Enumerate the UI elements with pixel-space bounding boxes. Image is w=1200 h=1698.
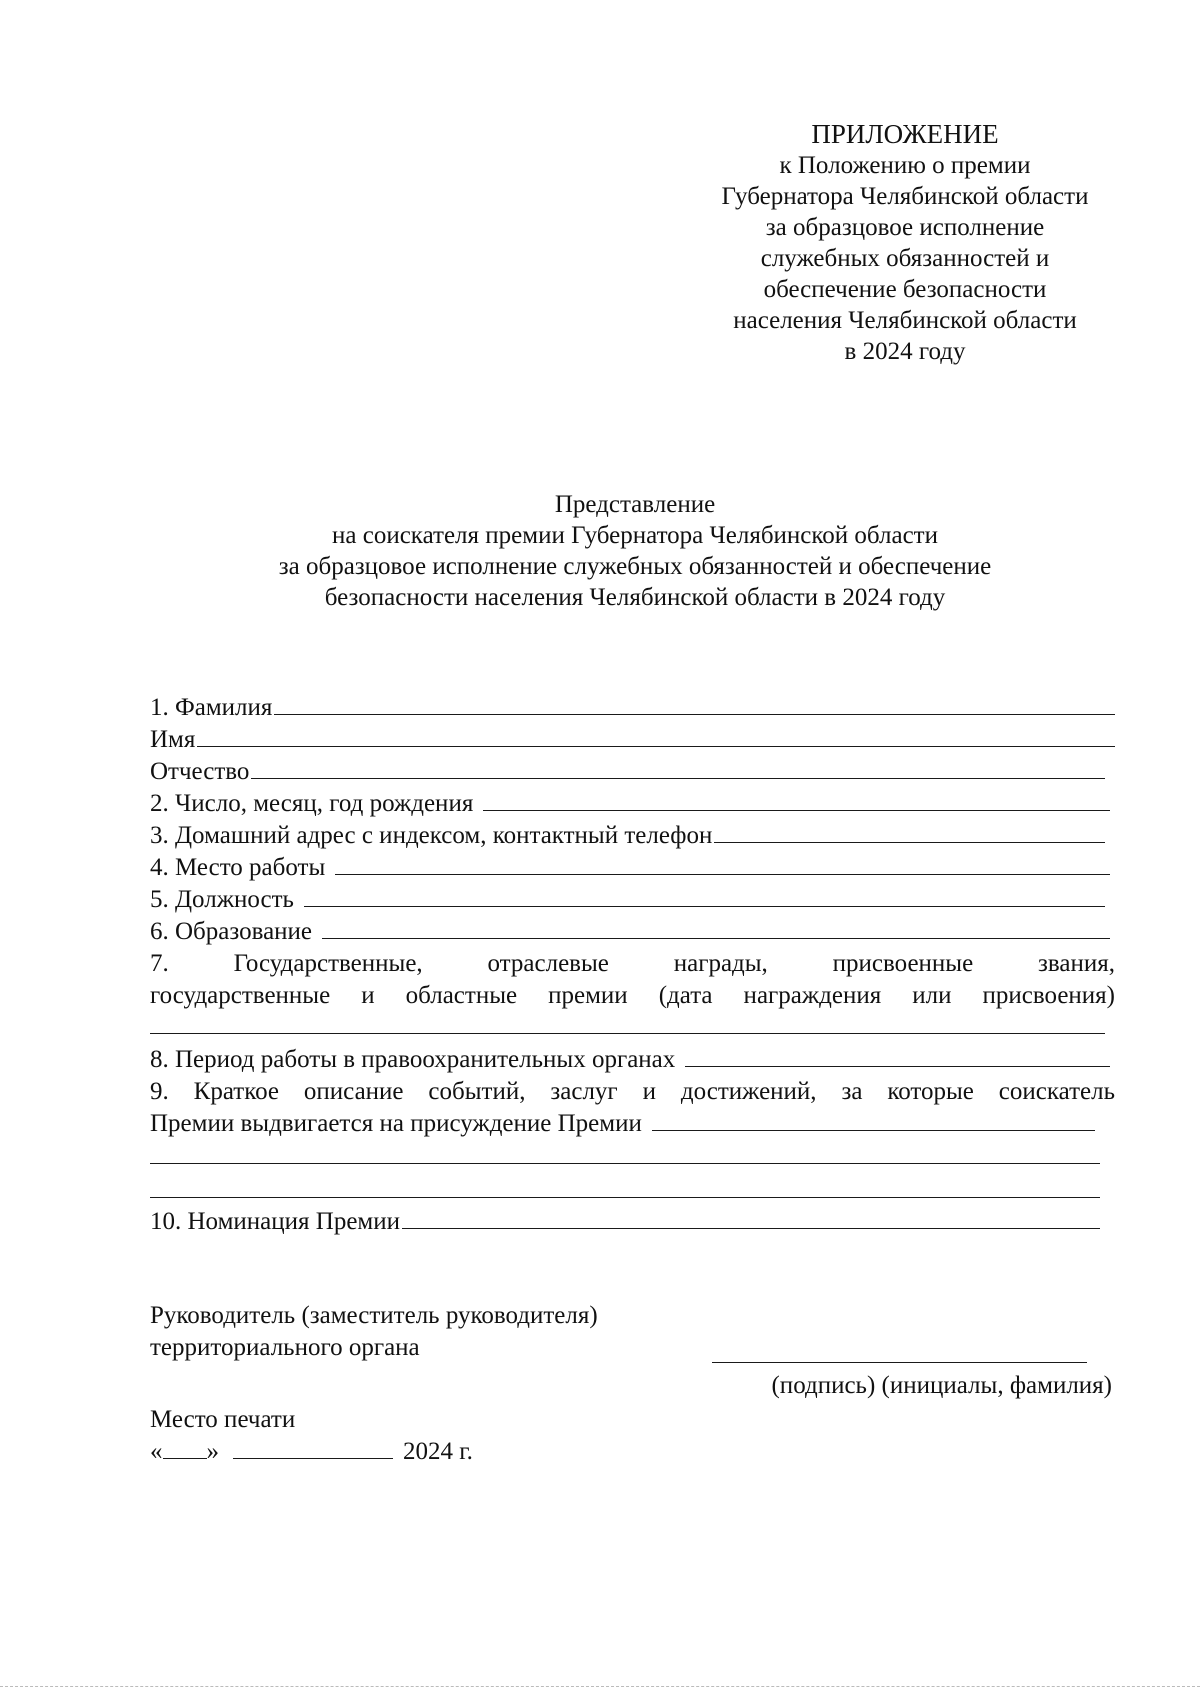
title-line: безопасности населения Челябинской области в 2024 году bbox=[324, 584, 946, 611]
education-blank[interactable] bbox=[322, 918, 1110, 939]
awards-text-line-2: государственные и областные премии (дата награждения или присвоения) bbox=[150, 982, 1115, 1009]
appendix-line: населения Челябинской области bbox=[733, 307, 1077, 334]
service-period-label: 8. Период работы в правоохранительных органах bbox=[150, 1046, 676, 1073]
name-label: Имя bbox=[150, 726, 196, 753]
appendix-header bbox=[680, 118, 1130, 367]
description-blank-line-2[interactable] bbox=[150, 1163, 1100, 1164]
birth-date-field bbox=[150, 788, 1110, 819]
awards-blank[interactable] bbox=[150, 1033, 1105, 1034]
date-field bbox=[150, 1436, 473, 1467]
scan-edge-divider bbox=[0, 1686, 1200, 1687]
date-open-quote: « bbox=[150, 1438, 163, 1465]
signature-caption: (подпись) (инициалы, фамилия) bbox=[771, 1372, 1112, 1399]
address-blank[interactable] bbox=[714, 822, 1105, 843]
date-year: 2024 г. bbox=[403, 1438, 473, 1465]
name-blank[interactable] bbox=[197, 726, 1115, 747]
appendix-line: за образцовое исполнение bbox=[765, 214, 1045, 241]
workplace-blank[interactable] bbox=[335, 854, 1110, 875]
birth-date-label: 2. Число, месяц, год рождения bbox=[150, 790, 474, 817]
surname-field bbox=[150, 692, 1115, 723]
seal-place: Место печати bbox=[150, 1406, 296, 1433]
education-label: 6. Образование bbox=[150, 918, 313, 945]
position-blank[interactable] bbox=[304, 886, 1105, 907]
appendix-line: к Положению о премии bbox=[779, 152, 1031, 179]
description-label: Премии выдвигается на присуждение Премии bbox=[150, 1110, 642, 1137]
surname-blank[interactable] bbox=[274, 694, 1115, 715]
service-period-field bbox=[150, 1044, 1110, 1075]
head-title-line-2: территориального органа bbox=[150, 1334, 420, 1361]
awards-text-line-1: 7. Государственные, отраслевые награды, присвоенные звания, bbox=[150, 950, 1115, 977]
workplace-label: 4. Место работы bbox=[150, 854, 326, 881]
description-blank[interactable] bbox=[652, 1110, 1095, 1131]
name-field bbox=[150, 724, 1115, 755]
nomination-field bbox=[150, 1206, 1100, 1237]
appendix-line: служебных обязанностей и bbox=[760, 245, 1050, 272]
date-close-quote: » bbox=[206, 1438, 219, 1465]
day-blank[interactable] bbox=[163, 1438, 207, 1459]
nomination-label: 10. Номинация Премии bbox=[150, 1208, 400, 1235]
position-field bbox=[150, 884, 1105, 915]
address-field bbox=[150, 820, 1105, 851]
description-text-line-1: 9. Краткое описание событий, заслуг и достижений, за которые соискатель bbox=[150, 1078, 1115, 1105]
appendix-heading: ПРИЛОЖЕНИЕ bbox=[811, 119, 999, 149]
title-line: Представление bbox=[554, 491, 716, 518]
birth-date-blank[interactable] bbox=[483, 790, 1110, 811]
title-line: на соискателя премии Губернатора Челябинской области bbox=[332, 522, 938, 549]
title-line: за образцовое исполнение служебных обязанностей и обеспечение bbox=[278, 553, 992, 580]
workplace-field bbox=[150, 852, 1110, 883]
description-blank-line-3[interactable] bbox=[150, 1197, 1100, 1198]
patronymic-label: Отчество bbox=[150, 758, 250, 785]
document-title bbox=[130, 489, 1140, 613]
description-field bbox=[150, 1108, 1095, 1139]
month-blank[interactable] bbox=[233, 1438, 393, 1459]
patronymic-field bbox=[150, 756, 1105, 787]
address-label: 3. Домашний адрес с индексом, контактный телефон bbox=[150, 822, 713, 849]
service-period-blank[interactable] bbox=[685, 1046, 1110, 1067]
head-title-line-1: Руководитель (заместитель руководителя) bbox=[150, 1302, 598, 1329]
appendix-line: в 2024 году bbox=[844, 338, 966, 365]
position-label: 5. Должность bbox=[150, 886, 294, 913]
patronymic-blank[interactable] bbox=[251, 758, 1105, 779]
signature-blank[interactable] bbox=[712, 1362, 1087, 1363]
appendix-line: обеспечение безопасности bbox=[763, 276, 1047, 303]
education-field bbox=[150, 916, 1110, 947]
nomination-blank[interactable] bbox=[402, 1208, 1100, 1229]
surname-label: 1. Фамилия bbox=[150, 694, 273, 721]
appendix-line: Губернатора Челябинской области bbox=[721, 183, 1089, 210]
